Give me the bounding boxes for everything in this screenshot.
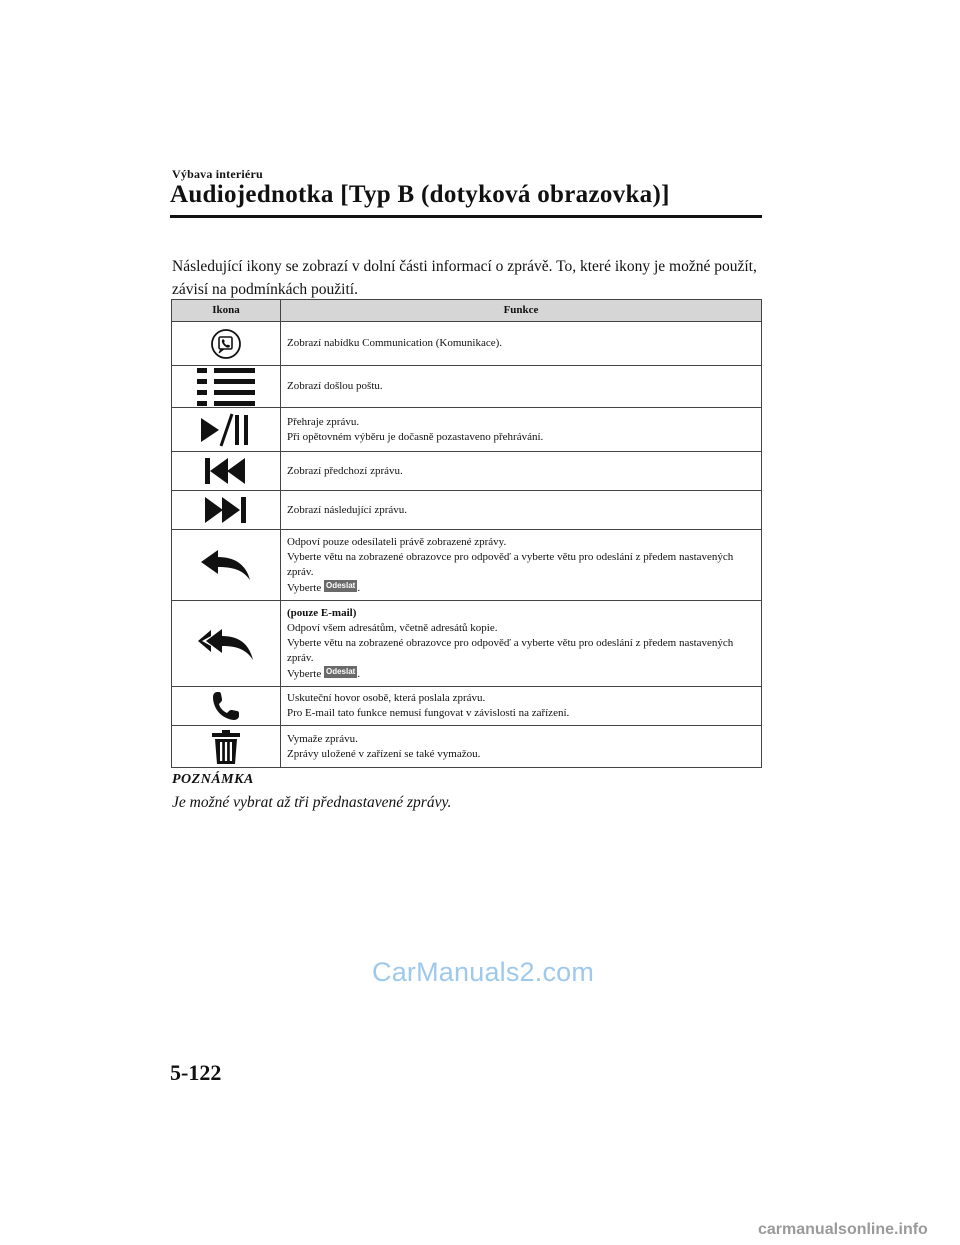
intro-text: Následující ikony se zobrazí v dolní části informací o zprávě. To, které ikony je možné použít, závisí na podmínkách použití. <box>172 258 757 298</box>
function-text: (pouze E-mail) <box>287 606 357 619</box>
section-label: Výbava interiéru <box>172 167 263 181</box>
function-text: Uskuteční hovor osobě, která poslala zprávu. <box>287 692 486 704</box>
function-text: Vymaže zprávu. <box>287 732 358 745</box>
table-row <box>172 530 762 601</box>
communication-icon <box>210 328 242 360</box>
table-row <box>172 726 762 768</box>
function-text: Přehraje zprávu. <box>287 415 360 428</box>
reply-all-icon <box>198 627 254 661</box>
function-cell <box>281 726 762 768</box>
function-text: Zobrazí nabídku Communication (Komunikace). <box>287 337 503 349</box>
function-text: Zobrazí došlou poštu. <box>287 380 383 392</box>
icon-cell <box>172 491 281 530</box>
function-cell <box>281 366 762 408</box>
trash-icon <box>212 730 240 764</box>
watermark: CarManuals2.com <box>372 957 595 987</box>
send-button-graphic: Odeslat <box>325 666 356 676</box>
table-row <box>172 687 762 726</box>
icon-cell <box>172 408 281 452</box>
function-text: Zprávy uložené v zařízení se také vymažou. <box>287 747 481 760</box>
function-cell <box>281 687 762 726</box>
icon-cell <box>172 452 281 491</box>
footer-site-watermark: carmanualsonline.info <box>758 1221 928 1238</box>
column-header-icon: Ikona <box>172 300 281 322</box>
table-row <box>172 601 762 687</box>
note-text: Je možné vybrat až tři přednastavené zprávy. <box>172 794 452 811</box>
select-prefix: Vyberte <box>287 667 322 680</box>
function-cell <box>281 491 762 530</box>
table-row <box>172 491 762 530</box>
play-pause-icon <box>201 412 251 448</box>
icon-table <box>171 299 762 768</box>
function-text: Při opětovném výběru je dočasně pozastaveno přehrávání. <box>287 430 544 443</box>
function-text: Vyberte větu na zobrazené obrazovce pro odpověď a vyberte větu pro odeslání z předem nastavených zpráv. <box>287 550 734 578</box>
function-text: Odpoví všem adresátům, včetně adresátů kopie. <box>287 621 498 634</box>
table-header-row <box>172 300 762 322</box>
select-line <box>287 580 757 596</box>
icon-cell <box>172 366 281 408</box>
title-rule <box>170 215 762 218</box>
icon-cell <box>172 530 281 601</box>
function-text: Zobrazí následující zprávu. <box>287 503 408 516</box>
send-button-graphic: Odeslat <box>325 580 356 590</box>
table-row <box>172 452 762 491</box>
page-number: 5-122 <box>170 1060 222 1085</box>
function-cell <box>281 530 762 601</box>
table-row <box>172 322 762 366</box>
function-text: Vyberte větu na zobrazené obrazovce pro odpověď a vyberte větu pro odeslání z předem nastavených zpráv. <box>287 636 734 664</box>
select-line <box>287 666 757 682</box>
page-title: Audiojednotka [Typ B (dotyková obrazovka)] <box>170 181 670 208</box>
function-text: Zobrazí předchozí zprávu. <box>287 464 403 477</box>
select-suffix: . <box>357 667 361 680</box>
reply-icon <box>201 549 251 581</box>
function-cell <box>281 408 762 452</box>
function-text: Odpoví pouze odesílateli právě zobrazené zprávy. <box>287 535 507 548</box>
previous-icon <box>205 458 247 484</box>
icon-cell <box>172 687 281 726</box>
list-icon <box>197 368 255 406</box>
next-icon <box>205 497 247 523</box>
function-cell <box>281 452 762 491</box>
function-cell <box>281 322 762 366</box>
note-heading: POZNÁMKA <box>172 772 254 787</box>
column-header-function: Funkce <box>281 300 762 322</box>
function-text: Pro E-mail tato funkce nemusí fungovat v závislosti na zařízení. <box>287 707 570 719</box>
function-cell <box>281 601 762 687</box>
table-row <box>172 366 762 408</box>
icon-cell <box>172 322 281 366</box>
icon-cell <box>172 726 281 768</box>
icon-cell <box>172 601 281 687</box>
select-suffix: . <box>357 581 361 594</box>
select-prefix: Vyberte <box>287 581 322 594</box>
phone-icon <box>212 691 240 721</box>
table-row <box>172 408 762 452</box>
